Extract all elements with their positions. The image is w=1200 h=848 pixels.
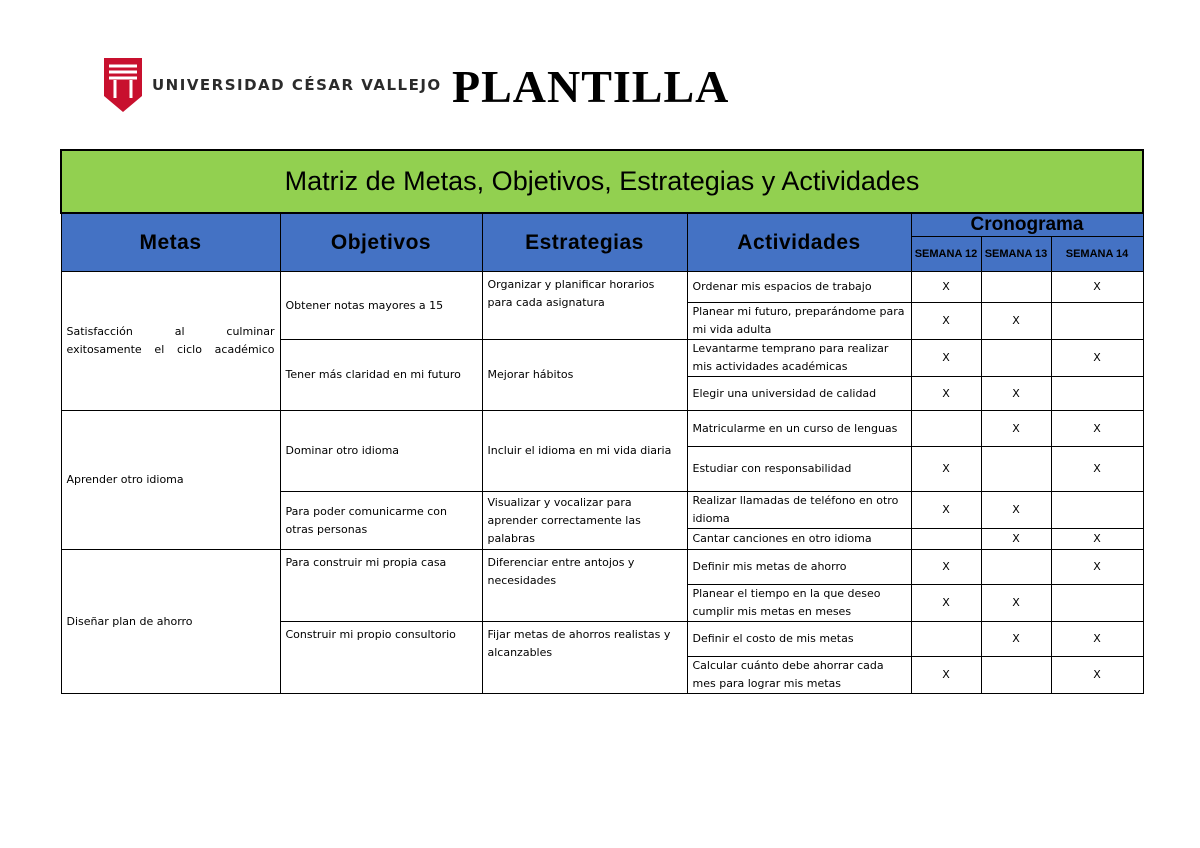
- actividad-cell: Ordenar mis espacios de trabajo: [687, 272, 911, 303]
- mark-s14: [1051, 303, 1143, 340]
- university-logo: [104, 58, 442, 112]
- goals-matrix-table: [60, 149, 1144, 694]
- actividad-cell: Realizar llamadas de teléfono en otro idioma: [687, 492, 911, 529]
- header-metas: Metas: [61, 213, 280, 272]
- header-estrategias: Estrategias: [482, 213, 687, 272]
- header-semana-14: SEMANA 14: [1051, 237, 1143, 272]
- header-objetivos: Objetivos: [280, 213, 482, 272]
- mark-s14: X: [1051, 447, 1143, 492]
- mark-s13: [981, 272, 1051, 303]
- estrategia-cell: Visualizar y vocalizar para aprender correctamente las palabras: [482, 492, 687, 550]
- meta-cell: Aprender otro idioma: [61, 411, 280, 550]
- actividad-cell: Matricularme en un curso de lenguas: [687, 411, 911, 447]
- estrategia-cell: Fijar metas de ahorros realistas y alcanzables: [482, 622, 687, 694]
- actividad-cell: Calcular cuánto debe ahorrar cada mes para lograr mis metas: [687, 657, 911, 694]
- actividad-cell: Planear mi futuro, preparándome para mi vida adulta: [687, 303, 911, 340]
- objetivo-cell: Dominar otro idioma: [280, 411, 482, 492]
- mark-s13: X: [981, 529, 1051, 550]
- mark-s12: X: [911, 377, 981, 411]
- mark-s12: X: [911, 550, 981, 585]
- actividad-cell: Levantarme temprano para realizar mis actividades académicas: [687, 340, 911, 377]
- mark-s13: X: [981, 411, 1051, 447]
- mark-s12: X: [911, 272, 981, 303]
- mark-s14: X: [1051, 529, 1143, 550]
- meta-cell: Diseñar plan de ahorro: [61, 550, 280, 694]
- matrix-title: Matriz de Metas, Objetivos, Estrategias y Actividades: [61, 150, 1143, 213]
- mark-s12: [911, 529, 981, 550]
- mark-s14: X: [1051, 622, 1143, 657]
- meta-cell: [61, 272, 280, 411]
- actividad-cell: Estudiar con responsabilidad: [687, 447, 911, 492]
- mark-s12: [911, 411, 981, 447]
- estrategia-cell: Diferenciar entre antojos y necesidades: [482, 550, 687, 622]
- objetivo-cell: Para poder comunicarme con otras personas: [280, 492, 482, 550]
- objetivo-cell: Construir mi propio consultorio: [280, 622, 482, 694]
- mark-s13: X: [981, 303, 1051, 340]
- header-semana-12: SEMANA 12: [911, 237, 981, 272]
- university-name: UNIVERSIDAD CÉSAR VALLEJO: [152, 76, 442, 94]
- mark-s13: [981, 340, 1051, 377]
- mark-s13: [981, 550, 1051, 585]
- mark-s13: X: [981, 492, 1051, 529]
- actividad-cell: Definir el costo de mis metas: [687, 622, 911, 657]
- header-cronograma: Cronograma: [911, 213, 1143, 237]
- mark-s13: X: [981, 622, 1051, 657]
- mark-s12: X: [911, 492, 981, 529]
- university-shield-icon: [104, 58, 142, 112]
- objetivo-cell: Tener más claridad en mi futuro: [280, 340, 482, 411]
- estrategia-cell: Incluir el idioma en mi vida diaria: [482, 411, 687, 492]
- mark-s12: X: [911, 447, 981, 492]
- meta-text: Satisfacción al culminar exitosamente el ciclo académico: [66, 325, 275, 356]
- mark-s14: [1051, 585, 1143, 622]
- objetivo-cell: Para construir mi propia casa: [280, 550, 482, 622]
- mark-s14: [1051, 492, 1143, 529]
- estrategia-cell: Organizar y planificar horarios para cada asignatura: [482, 272, 687, 340]
- mark-s14: X: [1051, 411, 1143, 447]
- page-title: PLANTILLA: [452, 61, 730, 112]
- header-semana-13: SEMANA 13: [981, 237, 1051, 272]
- actividad-cell: Definir mis metas de ahorro: [687, 550, 911, 585]
- mark-s14: [1051, 377, 1143, 411]
- header-actividades: Actividades: [687, 213, 911, 272]
- table-row: [61, 411, 1143, 447]
- mark-s13: [981, 447, 1051, 492]
- actividad-cell: Cantar canciones en otro idioma: [687, 529, 911, 550]
- estrategia-cell: Mejorar hábitos: [482, 340, 687, 411]
- objetivo-cell: Obtener notas mayores a 15: [280, 272, 482, 340]
- table-row: [61, 272, 1143, 303]
- mark-s14: X: [1051, 657, 1143, 694]
- mark-s12: [911, 622, 981, 657]
- mark-s14: X: [1051, 550, 1143, 585]
- mark-s13: [981, 657, 1051, 694]
- mark-s14: X: [1051, 340, 1143, 377]
- mark-s12: X: [911, 340, 981, 377]
- actividad-cell: Planear el tiempo en la que deseo cumplir mis metas en meses: [687, 585, 911, 622]
- mark-s13: X: [981, 377, 1051, 411]
- mark-s14: X: [1051, 272, 1143, 303]
- mark-s13: X: [981, 585, 1051, 622]
- table-row: [61, 550, 1143, 585]
- mark-s12: X: [911, 303, 981, 340]
- mark-s12: X: [911, 585, 981, 622]
- actividad-cell: Elegir una universidad de calidad: [687, 377, 911, 411]
- mark-s12: X: [911, 657, 981, 694]
